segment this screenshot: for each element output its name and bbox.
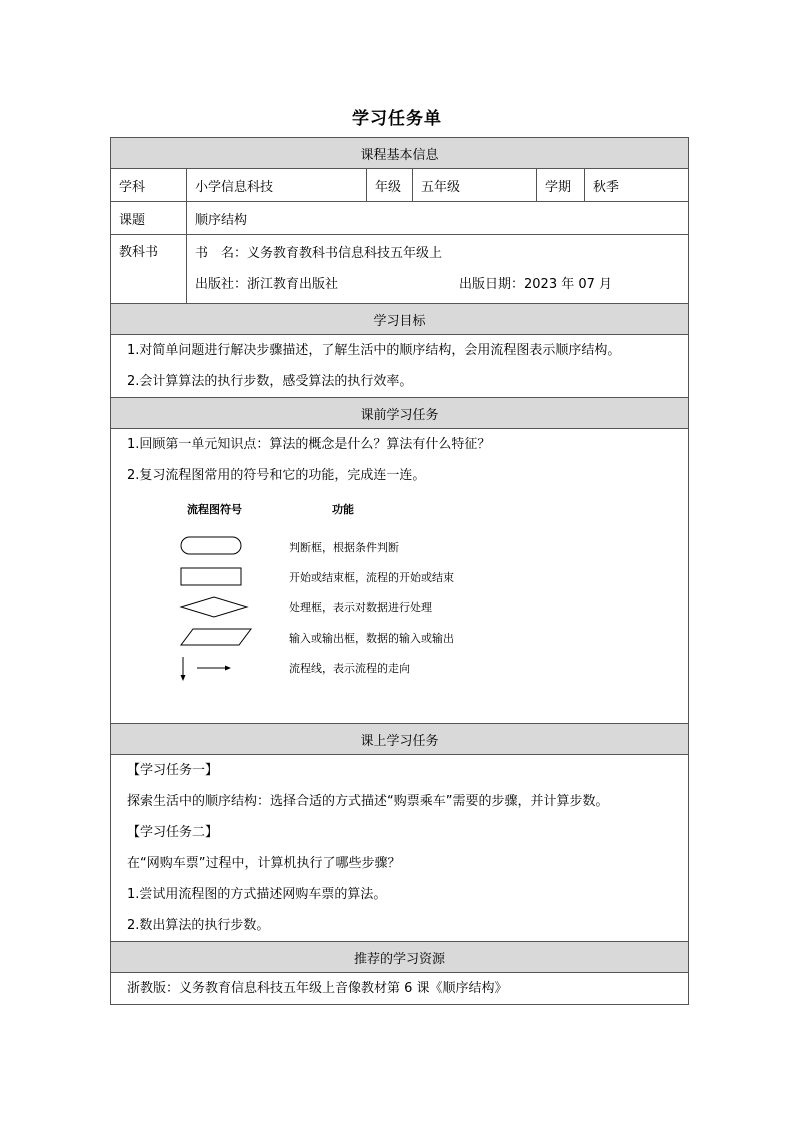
in-class-content (111, 755, 689, 942)
subject-label: 学科 (111, 169, 187, 202)
pre-task-item: 2.复习流程图常用的符号和它的功能，完成连一连。 (127, 468, 426, 483)
pre-task-item: 1.回顾第一单元知识点：算法的概念是什么？算法有什么特征？ (127, 437, 491, 452)
task2-text: 在“网购车票”过程中，计算机执行了哪些步骤？ (127, 856, 401, 871)
flowchart-matching (119, 491, 680, 723)
goal-item: 2.会计算算法的执行步数，感受算法的执行效率。 (127, 374, 413, 389)
function-item: 输入或输出框，数据的输入或输出 (289, 632, 454, 645)
resources-content (111, 973, 689, 1005)
function-item: 开始或结束框，流程的开始或结束 (289, 571, 454, 584)
function-item: 处理框，表示对数据进行处理 (289, 601, 432, 614)
term-label: 学期 (537, 169, 585, 202)
section-basic-info (111, 138, 689, 169)
resource-item: 浙教版：义务教育信息科技五年级上音像教材第 6 课《顺序结构》 (127, 981, 508, 996)
topic-row (111, 202, 689, 235)
term-value: 秋季 (585, 169, 689, 202)
terminator-symbol (181, 537, 241, 554)
section-header: 课程基本信息 (111, 138, 689, 169)
task1-text: 探索生活中的顺序结构：选择合适的方式描述“购票乘车”需要的步骤，并计算步数。 (127, 794, 609, 809)
task-sheet-table (110, 137, 689, 1005)
resources-row (111, 973, 689, 1005)
goal-item: 1.对简单问题进行解决步骤描述，了解生活中的顺序结构，会用流程图表示顺序结构。 (127, 343, 621, 358)
book-name: 书 名：义务教育教科书信息科技五年级上 (195, 246, 443, 261)
grade-label: 年级 (367, 169, 413, 202)
function-header: 功能 (332, 503, 354, 516)
goals-content (111, 335, 689, 398)
section-pre-class (111, 398, 689, 429)
process-symbol (181, 568, 241, 585)
in-class-row (111, 755, 689, 942)
section-header: 课前学习任务 (111, 398, 689, 429)
pre-class-row (111, 429, 689, 724)
task2-title: 【学习任务二】 (127, 825, 219, 840)
task1-title: 【学习任务一】 (127, 763, 219, 778)
section-resources (111, 942, 689, 973)
textbook-label: 教科书 (111, 235, 187, 304)
section-in-class (111, 724, 689, 755)
document-title: 学习任务单 (352, 109, 442, 129)
task2-item: 2.数出算法的执行步数。 (127, 918, 270, 933)
textbook-row (111, 235, 689, 304)
task2-item: 1.尝试用流程图的方式描述网购车票的算法。 (127, 887, 387, 902)
function-item: 判断框，根据条件判断 (289, 541, 399, 554)
section-header: 推荐的学习资源 (111, 942, 689, 973)
arrow-head-right (225, 666, 231, 671)
subject-value: 小学信息科技 (187, 169, 367, 202)
publish-date: 出版日期：2023 年 07 月 (459, 277, 613, 292)
topic-value: 顺序结构 (187, 202, 689, 235)
section-header: 课上学习任务 (111, 724, 689, 755)
section-goals (111, 304, 689, 335)
arrow-head-down (181, 675, 186, 681)
course-info-row (111, 169, 689, 202)
io-symbol (181, 629, 251, 645)
topic-label: 课题 (111, 202, 187, 235)
function-item: 流程线，表示流程的走向 (289, 662, 410, 675)
section-header: 学习目标 (111, 304, 689, 335)
publisher-line (195, 269, 680, 300)
publisher: 出版社：浙江教育出版社 (195, 277, 339, 292)
grade-value: 五年级 (413, 169, 537, 202)
pre-class-content (111, 429, 689, 724)
textbook-details (187, 235, 689, 304)
decision-symbol (181, 597, 247, 617)
symbol-header: 流程图符号 (187, 503, 242, 516)
goals-row (111, 335, 689, 398)
